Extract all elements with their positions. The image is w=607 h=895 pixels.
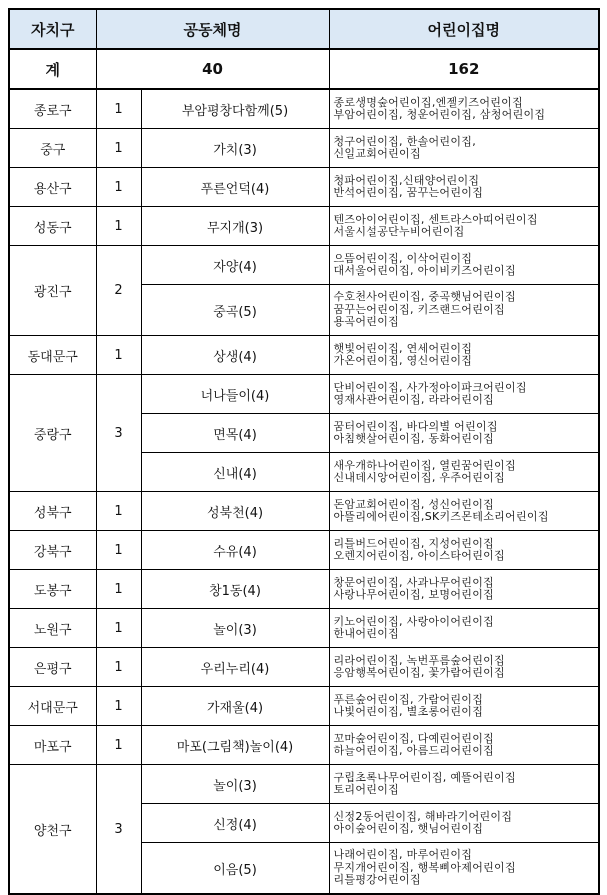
table-row <box>9 531 599 570</box>
daycare-line: 키노어린이집, 사랑아이어린이집 <box>333 614 495 628</box>
daycare-line: 꿈꾸는어린이집, 키즈랜드어린이집 <box>333 302 505 316</box>
daycare-line: 구립초록나무어린이집, 예뜰어린이집 <box>333 770 516 784</box>
daycare-names-cell <box>329 570 599 609</box>
daycare-line: 푸른숲어린이집, 가람어린이집 <box>333 692 484 706</box>
daycare-line: 꿈터어린이집, 바다의별 어린이집 <box>333 419 498 433</box>
daycare-names-cell <box>329 609 599 648</box>
daycare-line: 신내데시앙어린이집, 우주어린이집 <box>333 471 505 484</box>
daycare-line: 한내어린이집 <box>333 627 400 640</box>
daycare-line: 신일교회어린이집 <box>333 147 421 160</box>
daycare-names-cell <box>329 89 599 129</box>
header-row <box>9 9 599 49</box>
community-name-cell: 마포(그림책)놀이(4) <box>141 726 329 765</box>
daycare-line: 오렌지어린이집, 아이스타어린이집 <box>333 549 505 562</box>
daycare-line: 돈암교회어린이집, 성신어린이집 <box>333 497 495 511</box>
daycare-line: 리틀버드어린이집, 지성어린이집 <box>333 536 495 550</box>
daycare-line: 아뜰리에어린이집,SK키즈몬테소리어린이집 <box>333 510 549 523</box>
district-cell: 강북구 <box>9 531 96 570</box>
daycare-names-cell <box>329 843 599 895</box>
community-name-cell: 푸른언덕(4) <box>141 168 329 207</box>
daycare-names-cell <box>329 531 599 570</box>
daycare-line: 용곡어린이집 <box>333 315 400 329</box>
table-row <box>9 609 599 648</box>
daycare-line: 리라어린이집, 녹번푸름숲어린이집 <box>333 653 505 667</box>
community-name-cell: 놀이(3) <box>141 609 329 648</box>
daycare-names-cell <box>329 414 599 453</box>
table-row <box>9 168 599 207</box>
community-count-cell: 1 <box>96 726 141 765</box>
daycare-names-cell <box>329 492 599 531</box>
total-daycares: 162 <box>329 49 599 89</box>
table-row <box>9 336 599 375</box>
daycare-line: 무지개어린이집, 행복삐아제어린이집 <box>333 860 516 874</box>
community-name-cell: 부암평창다함께(5) <box>141 89 329 129</box>
table-row <box>9 648 599 687</box>
community-name-cell: 면목(4) <box>141 414 329 453</box>
table-row <box>9 129 599 168</box>
daycare-line: 새우개하나어린이집, 열린꿈어린이집 <box>333 458 516 472</box>
daycare-names-cell <box>329 453 599 492</box>
daycare-line: 나래어린이집, 마루어린이집 <box>333 848 473 862</box>
community-name-cell: 상생(4) <box>141 336 329 375</box>
community-name-cell: 중곡(5) <box>141 285 329 336</box>
daycare-line: 하늘어린이집, 아름드리어린이집 <box>333 744 495 757</box>
district-cell: 양천구 <box>9 765 96 895</box>
community-name-cell: 가재울(4) <box>141 687 329 726</box>
community-name-cell: 너나들이(4) <box>141 375 329 414</box>
daycare-line: 종로생명숲어린이집,엔젤키즈어린이집 <box>333 95 524 109</box>
table-row <box>9 687 599 726</box>
daycare-line: 으뜸어린이집, 이삭어린이집 <box>333 251 473 265</box>
community-count-cell: 2 <box>96 246 141 336</box>
daycare-line: 아이숲어린이집, 햇님어린이집 <box>333 822 484 835</box>
community-name-cell: 이음(5) <box>141 843 329 895</box>
community-count-cell: 1 <box>96 89 141 129</box>
community-count-cell: 1 <box>96 687 141 726</box>
table-row <box>9 492 599 531</box>
community-name-cell: 신정(4) <box>141 804 329 843</box>
daycare-line: 수호천사어린이집, 중곡햇님어린이집 <box>333 290 516 304</box>
district-cell: 종로구 <box>9 89 96 129</box>
community-count-cell: 1 <box>96 492 141 531</box>
community-count-cell: 1 <box>96 168 141 207</box>
daycare-line: 햇빛어린이집, 연세어린이집 <box>333 341 473 355</box>
community-count-cell: 1 <box>96 207 141 246</box>
daycare-names-cell <box>329 804 599 843</box>
community-name-cell: 신내(4) <box>141 453 329 492</box>
daycare-line: 사랑나무어린이집, 보명어린이집 <box>333 588 495 601</box>
daycare-names-cell <box>329 207 599 246</box>
community-name-cell: 우리누리(4) <box>141 648 329 687</box>
daycare-line: 리틀평강어린이집 <box>333 873 421 887</box>
table-row <box>9 726 599 765</box>
daycare-line: 신정2동어린이집, 해바라기어린이집 <box>333 809 513 823</box>
daycare-names-cell <box>329 336 599 375</box>
community-name-cell: 수유(4) <box>141 531 329 570</box>
district-cell: 은평구 <box>9 648 96 687</box>
community-name-cell: 가치(3) <box>141 129 329 168</box>
table-row <box>9 570 599 609</box>
daycare-names-cell <box>329 765 599 804</box>
district-cell: 중구 <box>9 129 96 168</box>
daycare-names-cell <box>329 285 599 336</box>
community-count-cell: 1 <box>96 648 141 687</box>
daycare-names-cell <box>329 168 599 207</box>
community-name-cell: 자양(4) <box>141 246 329 285</box>
total-row <box>9 49 599 89</box>
daycare-line: 서울시설공단누비어린이집 <box>333 225 465 238</box>
daycare-line: 아침햇살어린이집, 동화어린이집 <box>333 432 495 445</box>
daycare-names-cell <box>329 375 599 414</box>
daycare-line: 토리어린이집 <box>333 783 400 796</box>
daycare-line: 반석어린이집, 꿈꾸는어린이집 <box>333 186 484 199</box>
daycare-line: 대서울어린이집, 아이비키즈어린이집 <box>333 264 516 277</box>
district-cell: 마포구 <box>9 726 96 765</box>
community-count-cell: 1 <box>96 531 141 570</box>
community-name-cell: 창1동(4) <box>141 570 329 609</box>
community-count-cell: 1 <box>96 129 141 168</box>
daycare-names-cell <box>329 726 599 765</box>
table-row <box>9 765 599 804</box>
table-row <box>9 89 599 129</box>
community-count-cell: 3 <box>96 765 141 895</box>
daycare-line: 청구어린이집, 한솔어린이집, <box>333 134 477 148</box>
daycare-community-table <box>8 8 600 895</box>
daycare-line: 가온어린이집, 영신어린이집 <box>333 354 473 367</box>
district-cell: 광진구 <box>9 246 96 336</box>
daycare-names-cell <box>329 129 599 168</box>
daycare-line: 단비어린이집, 사가정아이파크어린이집 <box>333 380 527 394</box>
district-cell: 성북구 <box>9 492 96 531</box>
district-cell: 성동구 <box>9 207 96 246</box>
header-district: 자치구 <box>9 9 96 49</box>
daycare-names-cell <box>329 246 599 285</box>
daycare-line: 나빛어린이집, 별초롱어린이집 <box>333 705 484 718</box>
table-row <box>9 207 599 246</box>
daycare-names-cell <box>329 687 599 726</box>
header-daycare: 어린이집명 <box>329 9 599 49</box>
daycare-line: 창문어린이집, 사과나무어린이집 <box>333 575 495 589</box>
total-label: 계 <box>9 49 96 89</box>
daycare-line: 부암어린이집, 청운어린이집, 삼청어린이집 <box>333 108 546 121</box>
daycare-line: 청파어린이집,신태양어린이집 <box>333 173 480 187</box>
community-name-cell: 무지개(3) <box>141 207 329 246</box>
community-count-cell: 1 <box>96 336 141 375</box>
district-cell: 도봉구 <box>9 570 96 609</box>
district-cell: 노원구 <box>9 609 96 648</box>
district-cell: 서대문구 <box>9 687 96 726</box>
community-name-cell: 성북천(4) <box>141 492 329 531</box>
daycare-names-cell <box>329 648 599 687</box>
table-row <box>9 246 599 285</box>
daycare-line: 응암행복어린이집, 꽃가람어린이집 <box>333 666 505 679</box>
table-row <box>9 375 599 414</box>
district-cell: 중랑구 <box>9 375 96 492</box>
daycare-line: 꼬마숲어린이집, 다예린어린이집 <box>333 731 495 745</box>
header-community: 공동체명 <box>96 9 329 49</box>
community-name-cell: 놀이(3) <box>141 765 329 804</box>
community-count-cell: 3 <box>96 375 141 492</box>
daycare-line: 텐즈아이어린이집, 센트라스아띠어린이집 <box>333 212 538 226</box>
daycare-line: 영재사관어린이집, 라라어린이집 <box>333 393 495 406</box>
total-communities: 40 <box>96 49 329 89</box>
community-count-cell: 1 <box>96 570 141 609</box>
district-cell: 용산구 <box>9 168 96 207</box>
district-cell: 동대문구 <box>9 336 96 375</box>
community-count-cell: 1 <box>96 609 141 648</box>
